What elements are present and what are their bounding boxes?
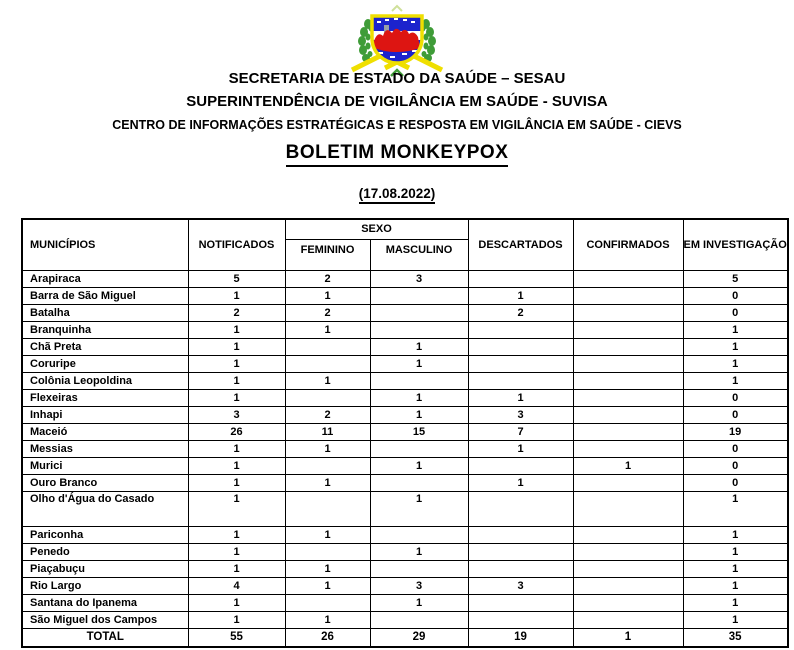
municipality-name: Olho d'Água do Casado	[22, 491, 188, 526]
value-cell: 0	[683, 457, 788, 474]
value-cell: 1	[468, 474, 573, 491]
value-cell: 7	[468, 423, 573, 440]
value-cell: 1	[370, 543, 468, 560]
municipality-name: Arapiraca	[22, 270, 188, 287]
value-cell: 1	[285, 372, 370, 389]
value-cell: 1	[683, 560, 788, 577]
value-cell: 1	[370, 338, 468, 355]
value-cell: 1	[370, 457, 468, 474]
total-label: TOTAL	[22, 628, 188, 647]
table-row	[22, 423, 788, 440]
municipality-name: Coruripe	[22, 355, 188, 372]
value-cell: 2	[285, 270, 370, 287]
value-cell: 0	[683, 389, 788, 406]
value-cell	[468, 321, 573, 338]
col-header-em-investigacao: EM INVESTIGAÇÃO	[683, 219, 788, 270]
value-cell: 1	[188, 287, 285, 304]
value-cell: 2	[285, 304, 370, 321]
value-cell	[285, 543, 370, 560]
value-cell	[370, 474, 468, 491]
value-cell: 1	[573, 457, 683, 474]
monkeypox-table	[21, 218, 789, 648]
value-cell: 1	[683, 321, 788, 338]
municipality-name: Pariconha	[22, 526, 188, 543]
bulletin-title: BOLETIM MONKEYPOX	[286, 142, 509, 167]
value-cell	[573, 474, 683, 491]
value-cell	[573, 423, 683, 440]
value-cell	[573, 577, 683, 594]
municipality-name: Maceió	[22, 423, 188, 440]
value-cell: 11	[285, 423, 370, 440]
value-cell	[573, 543, 683, 560]
table-body	[22, 270, 788, 628]
table-row	[22, 389, 788, 406]
municipality-name: Messias	[22, 440, 188, 457]
municipality-name: Flexeiras	[22, 389, 188, 406]
table-row	[22, 594, 788, 611]
municipality-name: Penedo	[22, 543, 188, 560]
value-cell: 1	[683, 543, 788, 560]
value-cell	[573, 372, 683, 389]
value-cell	[468, 560, 573, 577]
value-cell: 26	[188, 423, 285, 440]
col-header-masculino: MASCULINO	[370, 239, 468, 270]
municipality-name: Chã Preta	[22, 338, 188, 355]
value-cell: 1	[683, 355, 788, 372]
value-cell: 3	[370, 270, 468, 287]
value-cell: 1	[683, 372, 788, 389]
col-header-sexo: SEXO	[285, 219, 468, 239]
value-cell	[370, 611, 468, 628]
org-line-suvisa: SUPERINTENDÊNCIA DE VIGILÂNCIA EM SAÚDE - SUVISA	[186, 93, 608, 110]
value-cell: 1	[683, 594, 788, 611]
value-cell: 1	[188, 526, 285, 543]
municipality-name: Batalha	[22, 304, 188, 321]
col-header-notificados: NOTIFICADOS	[188, 219, 285, 270]
municipality-name: Barra de São Miguel	[22, 287, 188, 304]
table-row	[22, 611, 788, 628]
municipality-name: Ouro Branco	[22, 474, 188, 491]
total-row	[22, 628, 788, 647]
value-cell: 0	[683, 474, 788, 491]
value-cell	[285, 594, 370, 611]
value-cell: 1	[188, 321, 285, 338]
value-cell: 1	[285, 321, 370, 338]
table-row	[22, 304, 788, 321]
table-row	[22, 440, 788, 457]
value-cell: 1	[370, 491, 468, 526]
table-row	[22, 526, 788, 543]
table-row	[22, 406, 788, 423]
table-row	[22, 543, 788, 560]
value-cell: 5	[683, 270, 788, 287]
total-em-investigacao: 35	[683, 628, 788, 647]
bulletin-date: (17.08.2022)	[359, 186, 436, 204]
value-cell	[573, 406, 683, 423]
value-cell	[573, 321, 683, 338]
total-masculino: 29	[370, 628, 468, 647]
col-header-descartados: DESCARTADOS	[468, 219, 573, 270]
value-cell	[468, 491, 573, 526]
value-cell: 1	[683, 611, 788, 628]
value-cell: 0	[683, 406, 788, 423]
total-confirmados: 1	[573, 628, 683, 647]
municipality-name: Santana do Ipanema	[22, 594, 188, 611]
value-cell: 15	[370, 423, 468, 440]
total-feminino: 26	[285, 628, 370, 647]
value-cell	[370, 526, 468, 543]
org-header	[0, 70, 794, 132]
table-row	[22, 338, 788, 355]
value-cell: 1	[285, 440, 370, 457]
col-header-feminino: FEMININO	[285, 239, 370, 270]
org-line-cievs: CENTRO DE INFORMAÇÕES ESTRATÉGICAS E RESPOSTA EM VIGILÂNCIA EM SAÚDE - CIEVS	[112, 118, 682, 132]
table-row	[22, 474, 788, 491]
table-row	[22, 355, 788, 372]
alagoas-coat-of-arms-icon	[322, 4, 472, 78]
table-row	[22, 491, 788, 526]
value-cell	[573, 526, 683, 543]
municipality-name: São Miguel dos Campos	[22, 611, 188, 628]
col-header-confirmados: CONFIRMADOS	[573, 219, 683, 270]
table-row	[22, 560, 788, 577]
value-cell: 4	[188, 577, 285, 594]
table-header-row-1	[22, 219, 788, 239]
value-cell	[468, 543, 573, 560]
value-cell	[285, 491, 370, 526]
table-row	[22, 457, 788, 474]
value-cell: 0	[683, 440, 788, 457]
value-cell: 1	[468, 440, 573, 457]
table-row	[22, 287, 788, 304]
value-cell	[468, 372, 573, 389]
value-cell	[370, 287, 468, 304]
value-cell: 1	[370, 355, 468, 372]
value-cell: 1	[188, 440, 285, 457]
value-cell	[468, 270, 573, 287]
value-cell	[573, 440, 683, 457]
table-row	[22, 372, 788, 389]
value-cell: 0	[683, 287, 788, 304]
value-cell: 1	[468, 389, 573, 406]
col-header-municipios: MUNICÍPIOS	[22, 219, 188, 270]
value-cell: 1	[285, 577, 370, 594]
value-cell	[573, 491, 683, 526]
value-cell	[370, 560, 468, 577]
value-cell	[370, 321, 468, 338]
value-cell: 1	[683, 491, 788, 526]
municipality-name: Rio Largo	[22, 577, 188, 594]
value-cell	[573, 594, 683, 611]
value-cell: 0	[683, 304, 788, 321]
value-cell: 1	[188, 543, 285, 560]
value-cell: 1	[285, 611, 370, 628]
date-container	[0, 185, 794, 203]
value-cell: 5	[188, 270, 285, 287]
value-cell	[468, 457, 573, 474]
value-cell	[285, 355, 370, 372]
org-line-sesau: SECRETARIA DE ESTADO DA SAÚDE – SESAU	[228, 70, 566, 87]
value-cell: 1	[285, 526, 370, 543]
value-cell: 1	[188, 491, 285, 526]
value-cell: 1	[188, 457, 285, 474]
value-cell: 1	[188, 355, 285, 372]
municipality-name: Piaçabuçu	[22, 560, 188, 577]
municipality-name: Colônia Leopoldina	[22, 372, 188, 389]
value-cell: 1	[683, 526, 788, 543]
value-cell	[573, 560, 683, 577]
value-cell: 1	[370, 389, 468, 406]
value-cell: 1	[188, 389, 285, 406]
value-cell	[468, 526, 573, 543]
value-cell	[573, 287, 683, 304]
value-cell: 1	[188, 560, 285, 577]
value-cell: 1	[468, 287, 573, 304]
value-cell: 3	[468, 577, 573, 594]
value-cell	[573, 355, 683, 372]
value-cell: 1	[188, 338, 285, 355]
value-cell: 1	[188, 611, 285, 628]
value-cell: 3	[468, 406, 573, 423]
value-cell	[468, 594, 573, 611]
value-cell	[573, 270, 683, 287]
municipality-name: Inhapi	[22, 406, 188, 423]
table-row	[22, 270, 788, 287]
value-cell: 2	[285, 406, 370, 423]
value-cell: 1	[188, 474, 285, 491]
value-cell	[285, 389, 370, 406]
value-cell	[573, 389, 683, 406]
value-cell	[573, 611, 683, 628]
value-cell: 3	[370, 577, 468, 594]
value-cell	[468, 355, 573, 372]
value-cell	[573, 338, 683, 355]
value-cell	[468, 338, 573, 355]
value-cell: 1	[285, 287, 370, 304]
municipality-name: Murici	[22, 457, 188, 474]
table-row	[22, 577, 788, 594]
value-cell: 1	[188, 372, 285, 389]
value-cell: 2	[468, 304, 573, 321]
value-cell	[573, 304, 683, 321]
value-cell: 1	[683, 577, 788, 594]
total-notificados: 55	[188, 628, 285, 647]
value-cell	[370, 440, 468, 457]
value-cell: 1	[188, 594, 285, 611]
municipality-name: Branquinha	[22, 321, 188, 338]
value-cell	[468, 611, 573, 628]
value-cell	[285, 338, 370, 355]
value-cell: 1	[285, 560, 370, 577]
value-cell: 3	[188, 406, 285, 423]
value-cell: 2	[188, 304, 285, 321]
value-cell: 19	[683, 423, 788, 440]
value-cell	[370, 372, 468, 389]
value-cell: 1	[370, 406, 468, 423]
value-cell	[285, 457, 370, 474]
total-descartados: 19	[468, 628, 573, 647]
value-cell: 1	[370, 594, 468, 611]
title-container	[0, 142, 794, 164]
logo-container	[0, 4, 794, 78]
table-row	[22, 321, 788, 338]
value-cell: 1	[683, 338, 788, 355]
value-cell: 1	[285, 474, 370, 491]
value-cell	[370, 304, 468, 321]
